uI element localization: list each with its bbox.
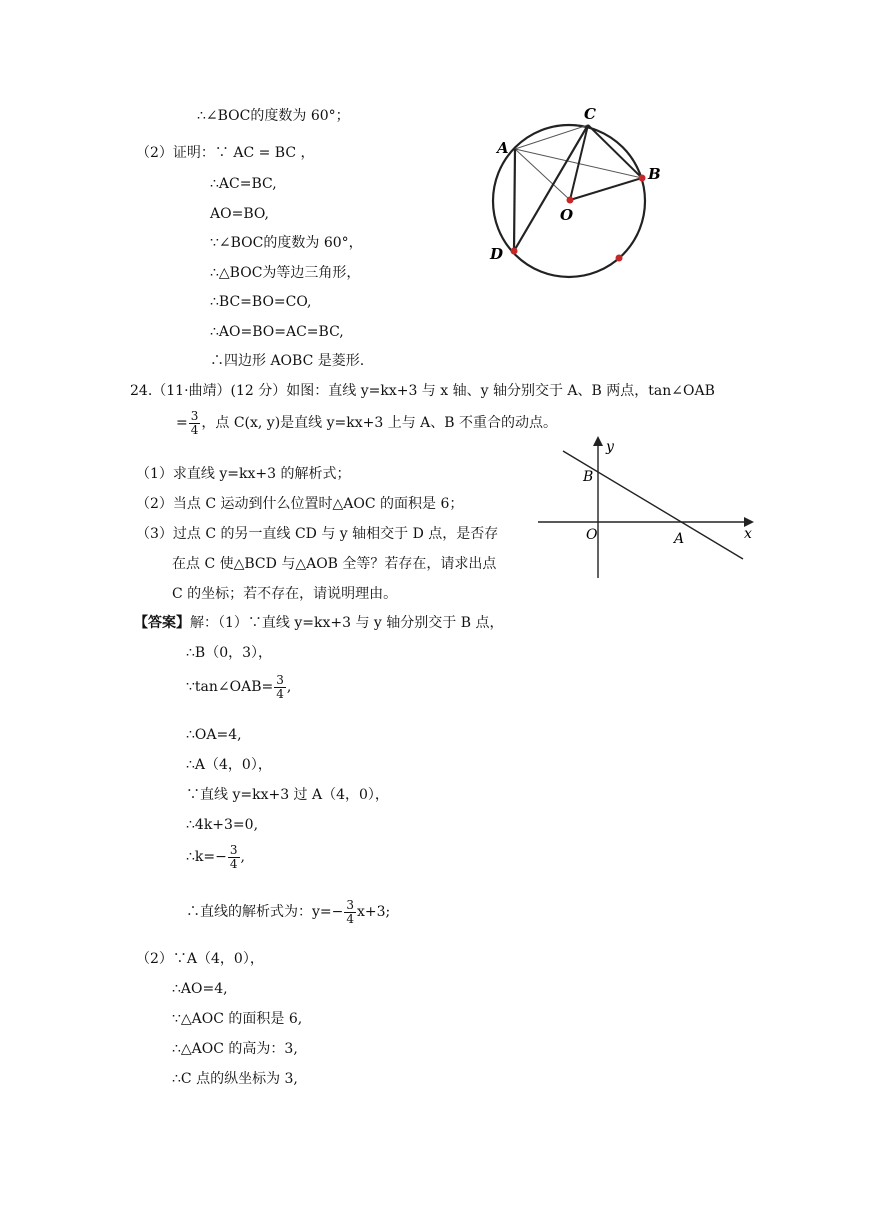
answer-line-3-fraction	[274, 674, 286, 701]
answer-line-3	[186, 673, 291, 701]
answer-line-6: ∵直线 y=kx+3 过 A（4，0），	[186, 787, 389, 803]
circle-figure	[488, 103, 688, 293]
proof-line-2: （2）证明：∵ AC = BC ，	[136, 145, 315, 161]
answer-part2-line-3: ∵△AOC 的面积是 6,	[172, 1011, 303, 1027]
proof-line-7: ∴BC=BO=CO,	[210, 294, 312, 310]
q24-line-2-text: ，点 C(x, y)是直线 y=kx+3 上与 A、B 不重合的动点。	[201, 415, 558, 431]
answer-line-9-pre: ∴直线的解析式为：y=−	[186, 904, 344, 920]
answer-line-8	[186, 843, 245, 871]
segment-ob	[570, 178, 642, 200]
label-o: O	[560, 206, 574, 224]
label-o: O	[586, 527, 598, 543]
answer-line-1	[134, 614, 503, 632]
answer-line-9-num: 3	[346, 897, 355, 912]
q24-part-3a: （3）过点 C 的另一直线 CD 与 y 轴相交于 D 点，是否存	[136, 526, 499, 542]
answer-line-3-post: ,	[286, 679, 292, 695]
answer-line-5: ∴A（4，0），	[186, 757, 272, 773]
answer-part2-line-5: ∴C 点的纵坐标为 3,	[172, 1071, 298, 1087]
proof-line-8: ∴AO=BO=AC=BC,	[210, 324, 344, 340]
answer-line-4: ∴OA=4,	[186, 727, 242, 743]
proof-line-1: ∴∠BOC的度数为 60°；	[197, 108, 350, 124]
q24-frac-den: 4	[190, 422, 199, 437]
q24-line-1: 24.（11·曲靖）(12 分）如图：直线 y=kx+3 与 x 轴、y 轴分别交于 A、B 两点，tan∠OAB	[130, 383, 715, 399]
proof-line-5: ∵∠BOC的度数为 60°，	[210, 235, 363, 251]
answer-line-3-num: 3	[276, 672, 284, 687]
y-axis-arrow	[593, 436, 603, 446]
answer-part2-line-1: （2）∵A（4，0），	[136, 951, 264, 967]
answer-line-9	[186, 898, 390, 926]
q24-part-3b: 在点 C 使△BCD 与△AOB 全等？若存在，请求出点	[172, 556, 497, 572]
proof-line-4: AO=BO,	[210, 206, 269, 222]
label-a: A	[497, 139, 509, 157]
q24-part-1: （1）求直线 y=kx+3 的解析式；	[136, 466, 351, 482]
q24-part-2: （2）当点 C 运动到什么位置时△AOC 的面积是 6；	[136, 496, 464, 512]
answer-line-2: ∴B（0，3），	[186, 645, 273, 661]
answer-line-9-den: 4	[346, 911, 355, 926]
point-d-dot	[511, 248, 518, 255]
segment-ao	[515, 149, 570, 200]
label-d: D	[490, 245, 504, 263]
segment-cd	[514, 125, 588, 251]
q24-fraction	[189, 410, 201, 437]
proof-line-3: ∴AC=BC,	[210, 176, 277, 192]
answer-line-8-fraction	[228, 844, 240, 871]
point-extra-dot	[616, 255, 623, 262]
answer-line-8-num: 3	[229, 842, 238, 857]
answer-line-8-pre: ∴k=−	[186, 849, 227, 865]
q24-line-2	[176, 409, 557, 437]
answer-line-3-pre: ∵tan∠OAB=	[186, 679, 274, 695]
q24-part-3c: C 的坐标；若不存在，请说明理由。	[172, 586, 398, 602]
answer-line-8-post: ,	[240, 849, 245, 865]
axes-figure	[532, 432, 762, 582]
answer-line-3-den: 4	[276, 686, 284, 701]
label-c: C	[584, 105, 596, 123]
answer-line-1-text: 解：（1）∵直线 y=kx+3 与 y 轴分别交于 B 点，	[190, 615, 504, 631]
proof-line-9: ∴四边形 AOBC 是菱形.	[210, 353, 365, 369]
label-x: x	[744, 526, 752, 542]
answer-line-9-fraction	[344, 899, 356, 926]
label-b: B	[648, 165, 661, 183]
answer-part2-line-4: ∴△AOC 的高为：3,	[172, 1041, 298, 1057]
segment-ad	[514, 149, 515, 251]
label-a: A	[674, 531, 685, 547]
q24-frac-num: 3	[190, 408, 199, 423]
label-b: B	[583, 469, 594, 485]
proof-line-6: ∴△BOC为等边三角形，	[210, 265, 361, 281]
point-b-dot	[639, 175, 646, 182]
answer-line-9-post: x+3;	[357, 904, 391, 920]
answer-line-7: ∴4k+3=0,	[186, 817, 259, 833]
q24-eq: =	[176, 415, 188, 431]
segment-cb	[588, 125, 642, 178]
label-y: y	[606, 439, 614, 455]
answer-tag: 【答案】	[134, 615, 190, 631]
answer-part2-line-2: ∴AO=4,	[172, 981, 228, 997]
answer-line-8-den: 4	[229, 856, 238, 871]
point-o-dot	[567, 197, 574, 204]
